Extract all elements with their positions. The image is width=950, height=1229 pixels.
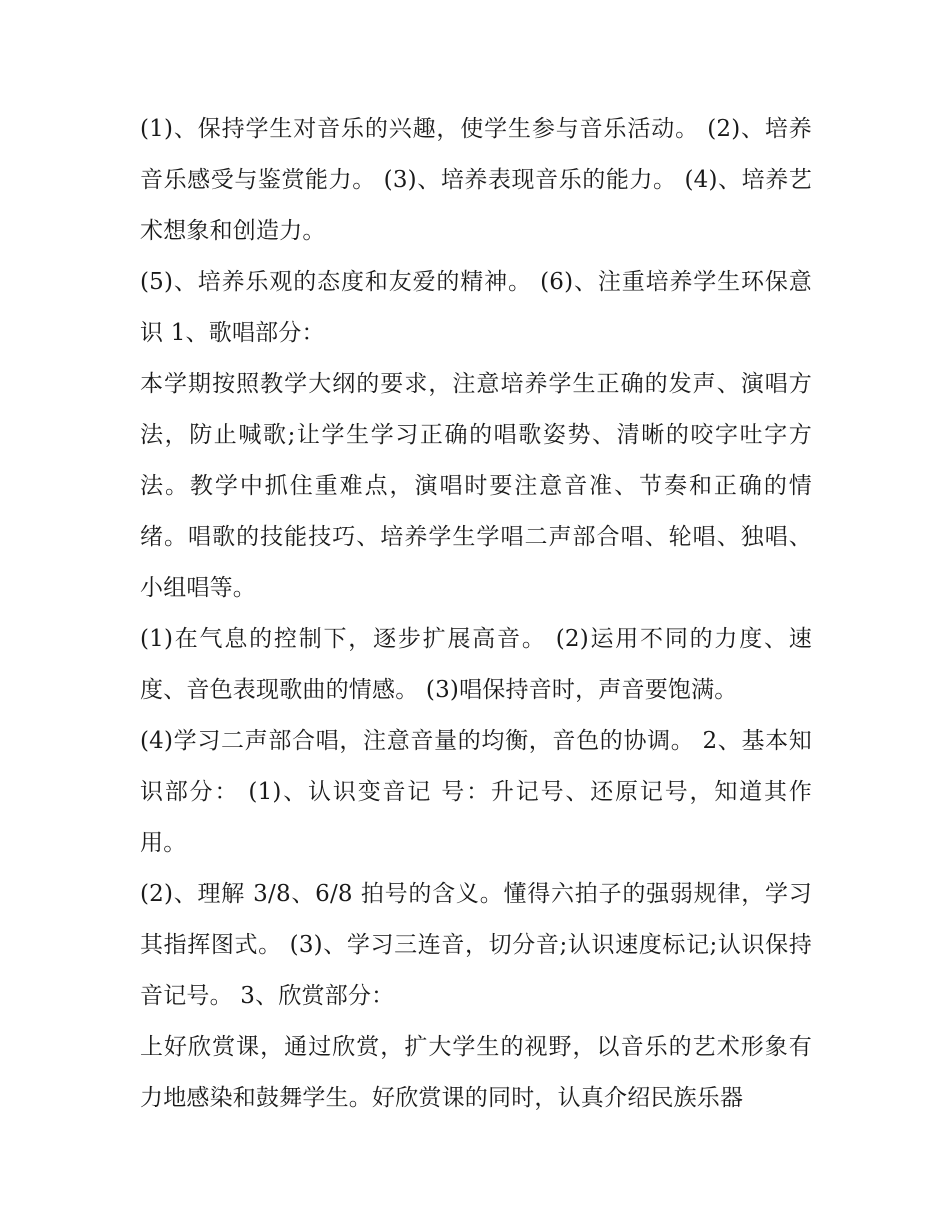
document-body bbox=[140, 104, 812, 1124]
paragraph-singing: 本学期按照教学大纲的要求，注意培养学生正确的发声、演唱方法，防止喊歌;让学生学习正确的唱歌姿势、清晰的咬字吐字方法。教学中抓住重难点，演唱时要注意音准、节奏和正确的情绪。唱歌的技能技巧、培养学生学唱二声部合唱、轮唱、独唱、小组唱等。 bbox=[140, 371, 812, 601]
paragraph-knowledge: (2)、理解 3/8、6/8 拍号的含义。懂得六拍子的强弱规律，学习其指挥图式。 (3)、学习三连音，切分音;认识速度标记;认识保持音记号。 3、欣赏部分： bbox=[140, 881, 812, 1009]
paragraph-goals-2: (5)、培养乐观的态度和友爱的精神。 (6)、注重培养学生环保意识 1、歌唱部分： bbox=[140, 269, 812, 346]
paragraph-goals-1: (1)、保持学生对音乐的兴趣，使学生参与音乐活动。 (2)、培养音乐感受与鉴赏能力。 (3)、培养表现音乐的能力。 (4)、培养艺术想象和创造力。 bbox=[140, 116, 812, 244]
paragraph-singing-points-2: (4)学习二声部合唱，注意音量的均衡，音色的协调。 2、基本知识部分： (1)、认识变音记 号：升记号、还原记号，知道其作用。 bbox=[140, 728, 812, 856]
paragraph-singing-points-1: (1)在气息的控制下，逐步扩展高音。 (2)运用不同的力度、速度、音色表现歌曲的情感。 (3)唱保持音时，声音要饱满。 bbox=[140, 626, 812, 703]
paragraph-appreciation: 上好欣赏课，通过欣赏，扩大学生的视野，以音乐的艺术形象有力地感染和鼓舞学生。好欣赏课的同时，认真介绍民族乐器 bbox=[140, 1034, 812, 1111]
